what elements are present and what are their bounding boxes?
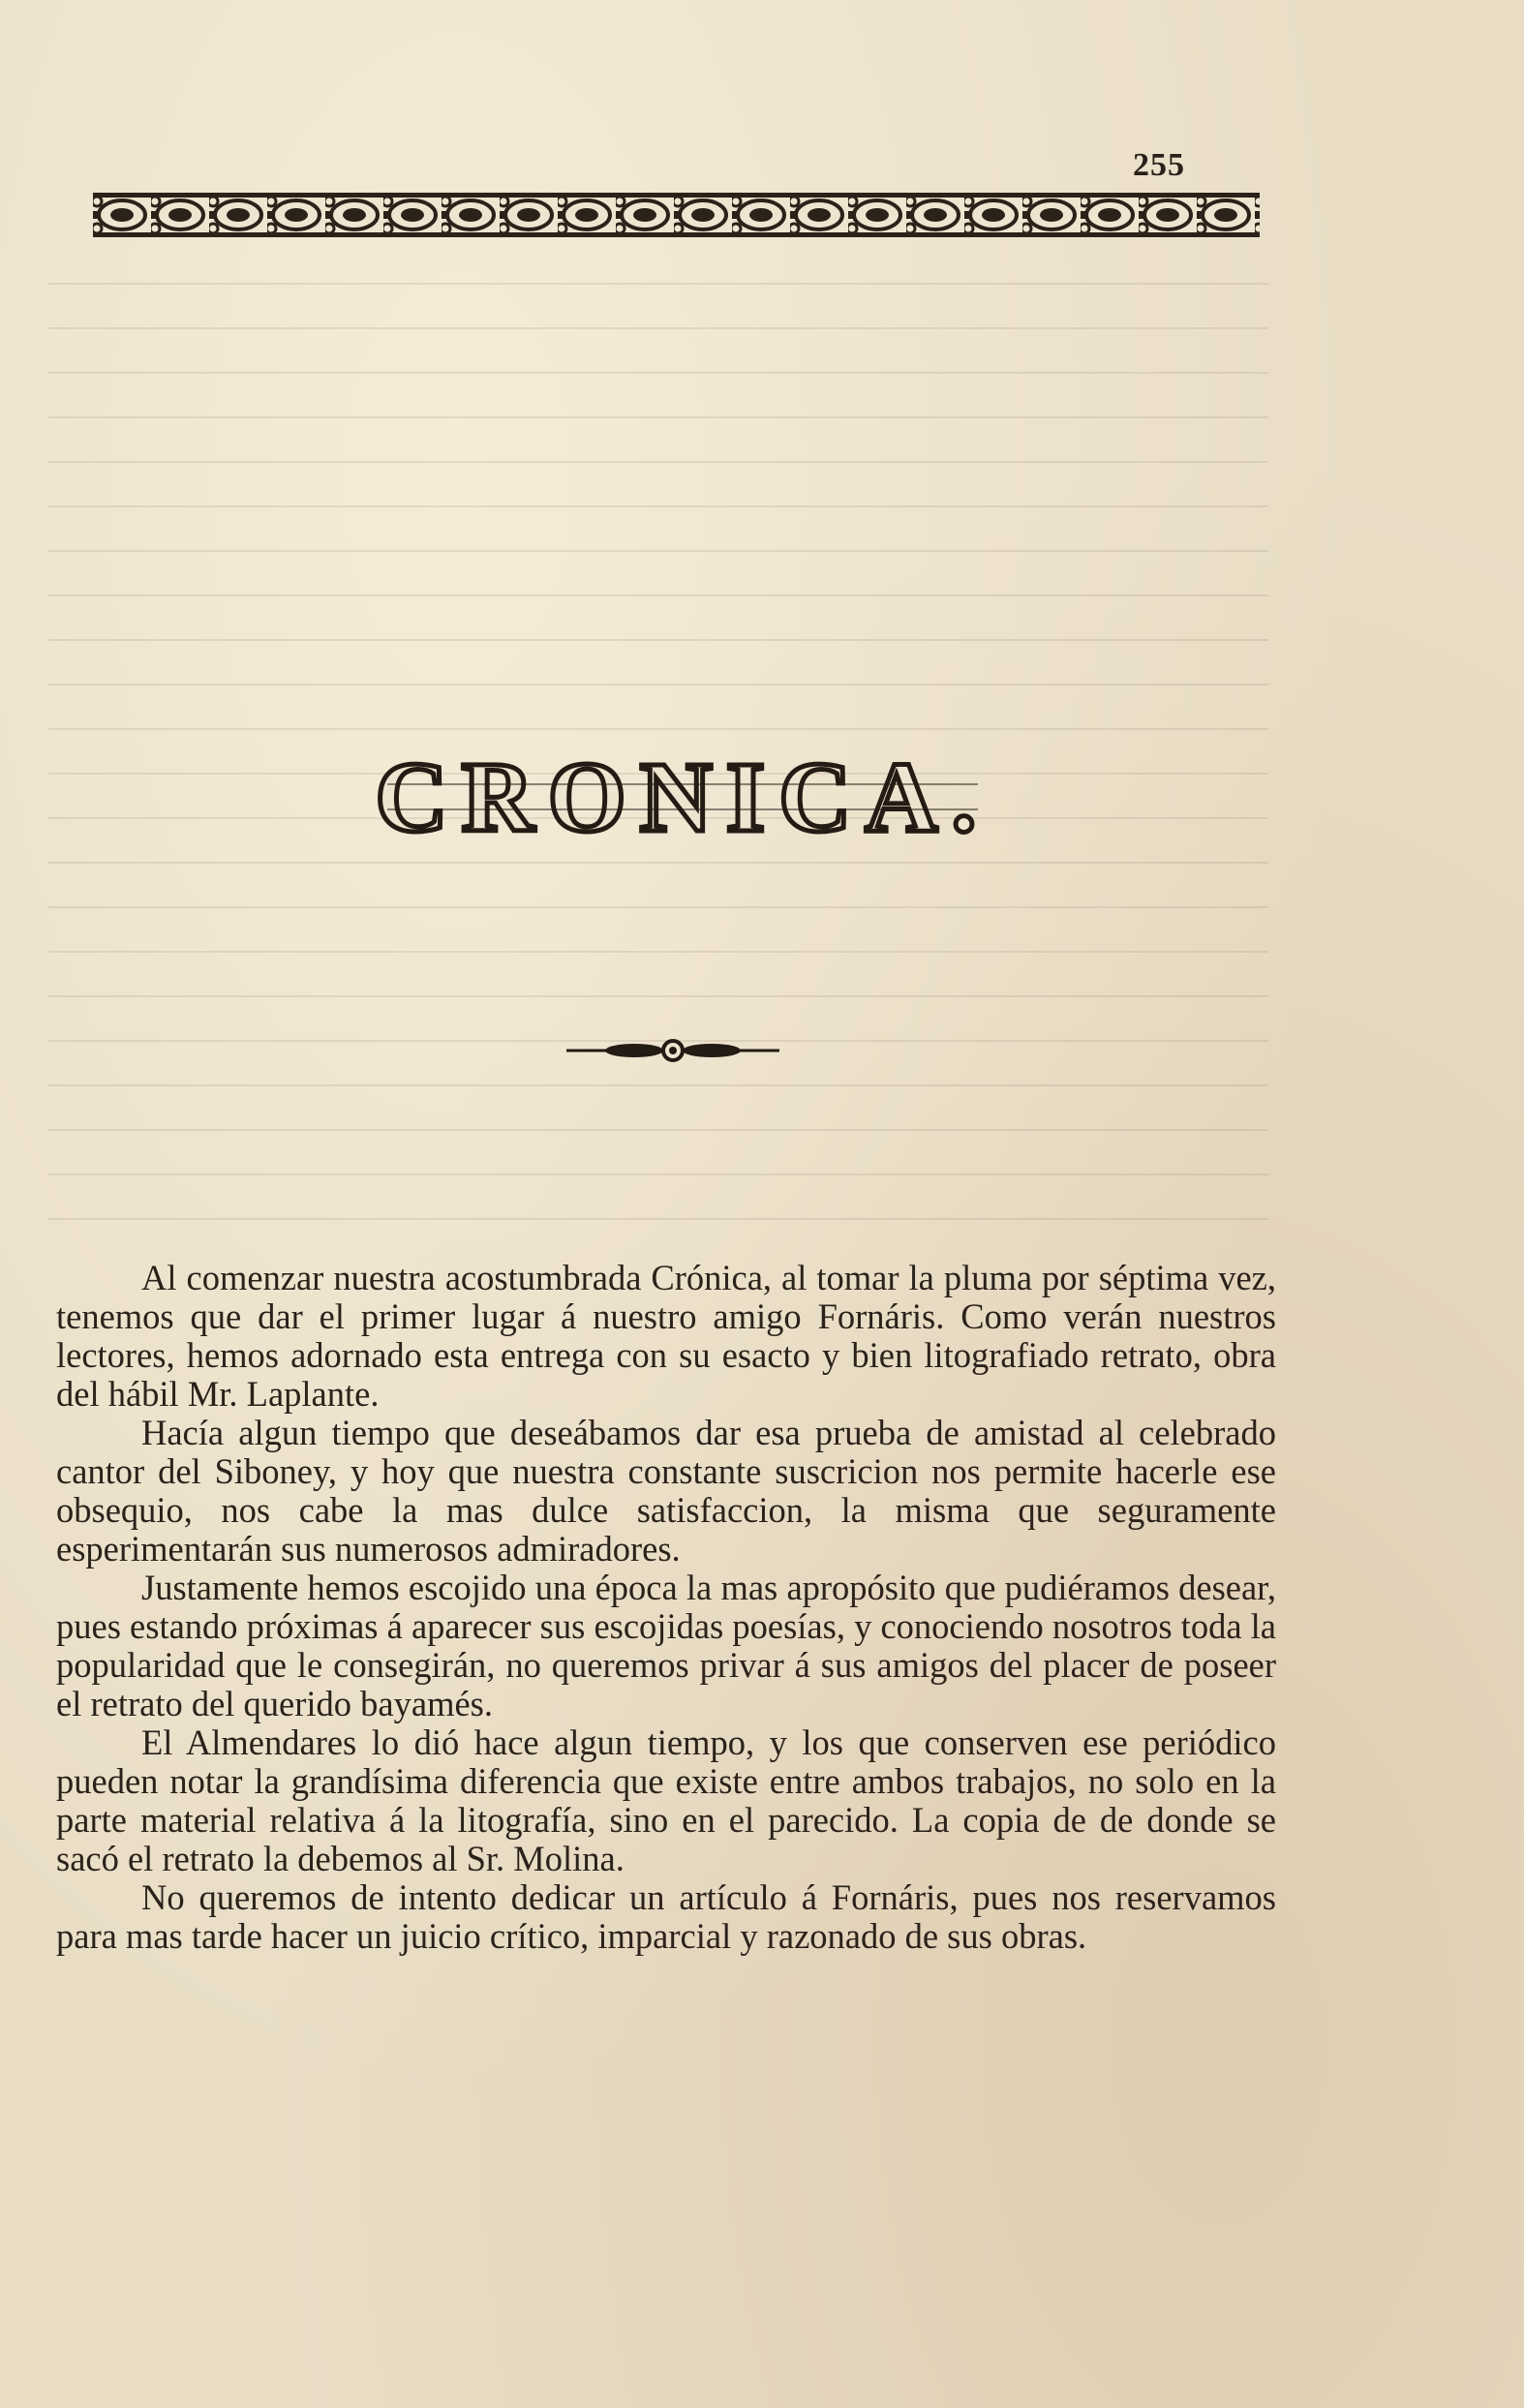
svg-text:CRONICA.: CRONICA.	[375, 746, 991, 852]
article-body	[56, 1259, 1276, 1956]
section-title-cronica	[368, 746, 997, 852]
page-number: 255	[1133, 147, 1185, 183]
ornamental-header-band	[93, 192, 1260, 238]
paragraph: Justamente hemos escojido una época la mas apropósito que pudiéramos desear, pues estando próximas á aparecer sus escojidas poesías, y conociendo nosotros toda la popularidad que le consegirán, no queremos privar á sus amigos del placer de poseer el retrato del querido bayamés.	[56, 1568, 1276, 1723]
paragraph: No queremos de intento dedicar un artículo á Fornáris, pues nos reservamos para mas tarde hacer un juicio crítico, imparcial y razonado de sus obras.	[56, 1877, 1276, 1956]
paragraph: Hacía algun tiempo que deseábamos dar esa prueba de amistad al celebrado cantor del Siboney, y hoy que nuestra constante suscricion nos permite hacerle ese obsequio, nos cabe la mas dulce satisfaccion, la misma que seguramente esperimentarán sus numerosos admiradores.	[56, 1413, 1276, 1569]
ornamental-divider	[566, 1038, 779, 1063]
paragraph: Al comenzar nuestra acostumbrada Crónica, al tomar la pluma por séptima vez, tenemos que dar el primer lugar á nuestro amigo Fornáris. Como verán nuestros lectores, hemos adornado esta entrega con su esacto y bien litografiado retrato, obra del hábil Mr. Laplante.	[56, 1258, 1276, 1414]
paragraph: El Almendares lo dió hace algun tiempo, y los que conserven ese periódico pueden notar la grandísima diferencia que existe entre ambos trabajos, no solo en la parte material relativa á la litografía, sino en el parecido. La copia de de donde se sacó el retrato la debemos al Sr. Molina.	[56, 1722, 1276, 1878]
